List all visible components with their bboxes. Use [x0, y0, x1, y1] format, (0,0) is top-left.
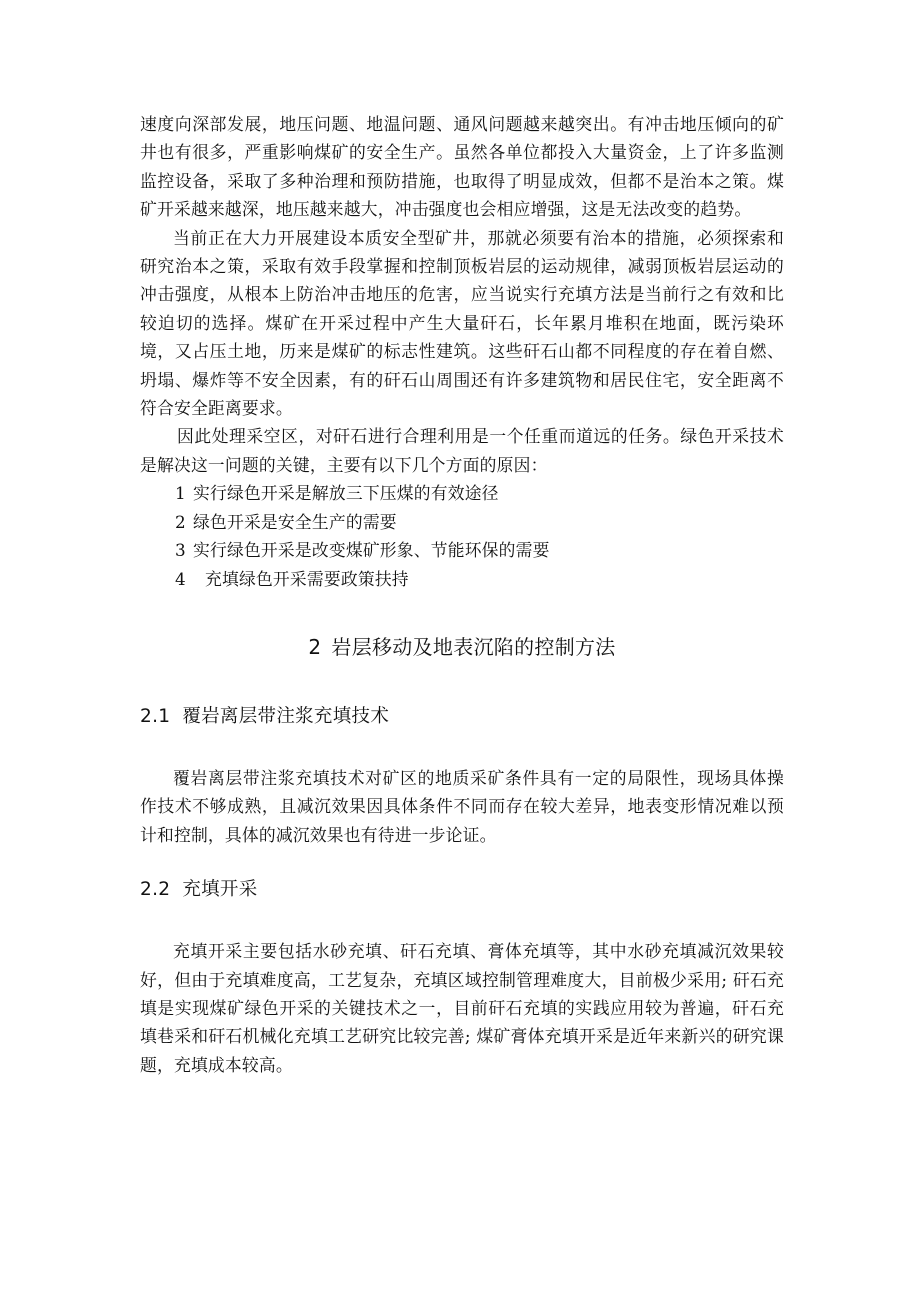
section-title: 覆岩离层带注浆充填技术	[182, 705, 390, 727]
list-item-number: 2	[175, 511, 186, 532]
list-item	[140, 508, 784, 536]
section-number: 2.2	[140, 879, 171, 901]
paragraph-intrinsic-safety: 当前正在大力开展建设本质安全型矿井，那就必须要有治本的措施，必须探索和研究治本之策，采取有效手段掌握和控制顶板岩层的运动规律，减弱顶板岩层运动的冲击强度，从根本上防治冲击地压的危害，应当说实行充填方法是当前行之有效和比较迫切的选择。煤矿在开采过程中产生大量矸石，长年累月堆积在地面，既污染环境，又占压土地，历来是煤矿的标志性建筑。这些矸石山都不同程度的存在着自燃、坍塌、爆炸等不安全因素，有的矸石山周围还有许多建筑物和居民住宅，安全距离不符合安全距离要求。	[140, 227, 784, 419]
list-item	[140, 479, 784, 507]
reasons-list	[140, 479, 784, 593]
section-heading-2	[140, 631, 784, 660]
list-item	[140, 565, 784, 593]
list-item-number: 3	[175, 540, 186, 561]
page-content	[140, 110, 784, 1079]
section-number: 2	[308, 634, 322, 659]
section-number: 2.1	[140, 705, 171, 727]
section-title: 充填开采	[182, 879, 258, 901]
section-heading-2-1	[140, 702, 784, 728]
paragraph-green-mining-reasons-intro: 因此处理采空区，对矸石进行合理利用是一个任重而道远的任务。绿色开采技术是解决这一问题的关键，主要有以下几个方面的原因：	[140, 426, 784, 475]
list-item-text: 充填绿色开采需要政策扶持	[205, 568, 409, 589]
list-item-number: 4	[175, 568, 186, 589]
list-item	[140, 536, 784, 564]
paragraph-deep-mining-trend: 速度向深部发展，地压问题、地温问题、通风问题越来越突出。有冲击地压倾向的矿井也有很多，严重影响煤矿的安全生产。虽然各单位都投入大量资金，上了许多监测监控设备，采取了多种治理和预防措施，也取得了明显成效，但都不是治本之策。煤矿开采越来越深，地压越来越大，冲击强度也会相应增强，这是无法改变的趋势。	[140, 114, 784, 220]
list-item-text: 实行绿色开采是改变煤矿形象、节能环保的需要	[193, 540, 550, 561]
list-item-text: 绿色开采是安全生产的需要	[193, 511, 397, 532]
paragraph-grouting-technique: 覆岩离层带注浆充填技术对矿区的地质采矿条件具有一定的局限性，现场具体操作技术不够成熟，且减沉效果因具体条件不同而存在较大差异，地表变形情况难以预计和控制，具体的减沉效果也有待进一步论证。	[140, 767, 784, 845]
list-item-text: 实行绿色开采是解放三下压煤的有效途径	[193, 483, 499, 504]
paragraph-backfill-mining: 充填开采主要包括水砂充填、矸石充填、膏体充填等，其中水砂充填减沉效果较好，但由于充填难度高，工艺复杂，充填区域控制管理难度大，目前极少采用; 矸石充填是实现煤矿绿色开采的关键技术之一，目前矸石充填的实践应用较为普遍，矸石充填巷采和矸石机械化充填工艺研究比较完善; 煤矿膏体充填开采是近年来新兴的研究课题，充填成本较高。	[140, 941, 784, 1075]
section-title: 岩层移动及地表沉陷的控制方法	[331, 634, 616, 659]
section-heading-2-2	[140, 875, 784, 901]
list-item-number: 1	[175, 483, 186, 504]
